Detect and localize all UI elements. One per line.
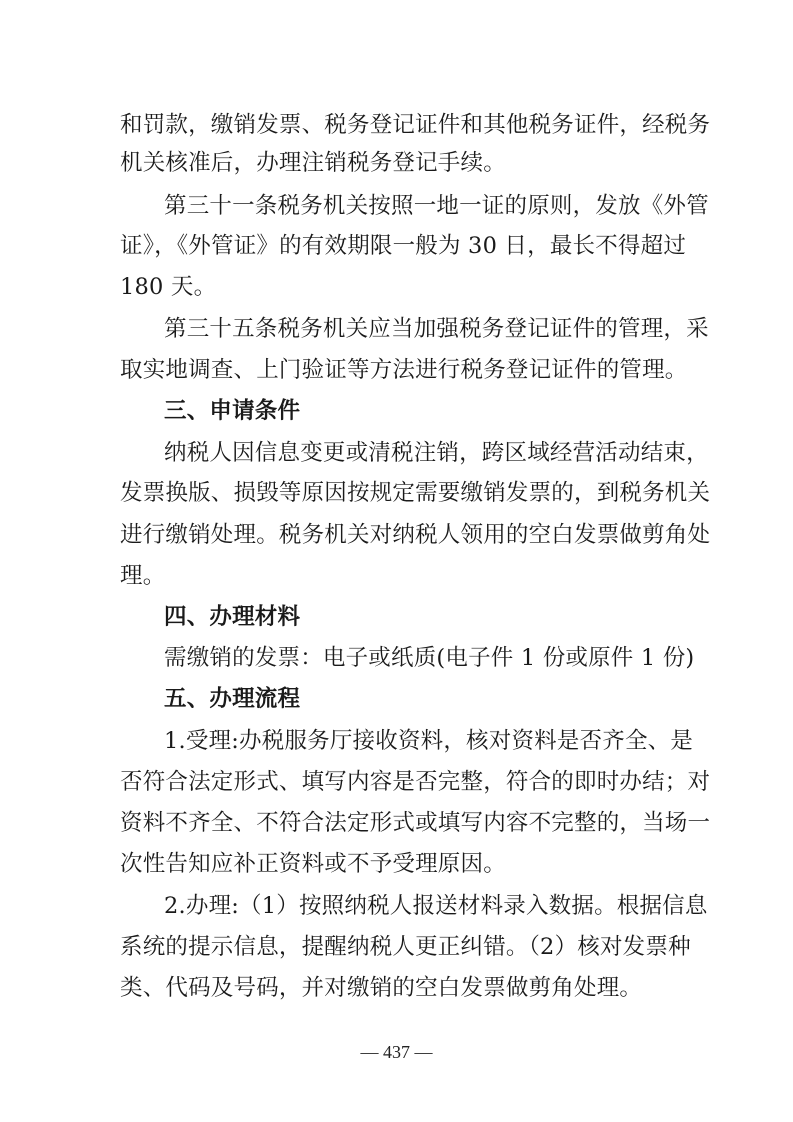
paragraph-line: 系统的提示信息，提醒纳税人更正纠错。（2）核对发票种 xyxy=(120,934,691,960)
section-heading: 四、办理材料 xyxy=(164,604,301,630)
paragraph-line: 资料不齐全、不符合法定形式或填写内容不完整的，当场一 xyxy=(120,810,711,836)
paragraph-line: 证》，《外管证》的有效期限一般为 30 日，最长不得超过 xyxy=(120,233,687,259)
paragraph-line: 需缴销的发票：电子或纸质(电子件 1 份或原件 1 份) xyxy=(164,645,695,671)
paragraph-line: 和罚款，缴销发票、税务登记证件和其他税务证件，经税务 xyxy=(120,112,711,138)
paragraph-line: 第三十一条税务机关按照一地一证的原则，发放《外管 xyxy=(164,193,709,219)
paragraph-line: 否符合法定形式、填写内容是否完整，符合的即时办结；对 xyxy=(120,769,711,795)
paragraph-line: 理。 xyxy=(120,563,166,589)
section-heading: 五、办理流程 xyxy=(164,686,301,712)
paragraph-line: 类、代码及号码，并对缴销的空白发票做剪角处理。 xyxy=(120,975,643,1001)
paragraph-line: 1.受理:办税服务厅接收资料，核对资料是否齐全、是 xyxy=(164,728,694,754)
paragraph-line: 180 天。 xyxy=(120,274,217,300)
paragraph-line: 纳税人因信息变更或清税注销，跨区域经营活动结束， xyxy=(164,440,709,466)
paragraph-line: 机关核准后，办理注销税务登记手续。 xyxy=(120,150,506,176)
paragraph-line: 发票换版、损毁等原因按规定需要缴销发票的，到税务机关 xyxy=(120,480,711,506)
section-heading: 三、申请条件 xyxy=(164,398,301,424)
paragraph-line: 取实地调查、上门验证等方法进行税务登记证件的管理。 xyxy=(120,357,688,383)
paragraph-line: 2.办理:（1）按照纳税人报送材料录入数据。根据信息 xyxy=(164,893,708,919)
paragraph-line: 次性告知应补正资料或不予受理原因。 xyxy=(120,851,506,877)
page-number: — 437 — xyxy=(360,1042,433,1062)
paragraph-line: 进行缴销处理。税务机关对纳税人领用的空白发票做剪角处 xyxy=(120,522,711,548)
paragraph-line: 第三十五条税务机关应当加强税务登记证件的管理，采 xyxy=(164,316,709,342)
